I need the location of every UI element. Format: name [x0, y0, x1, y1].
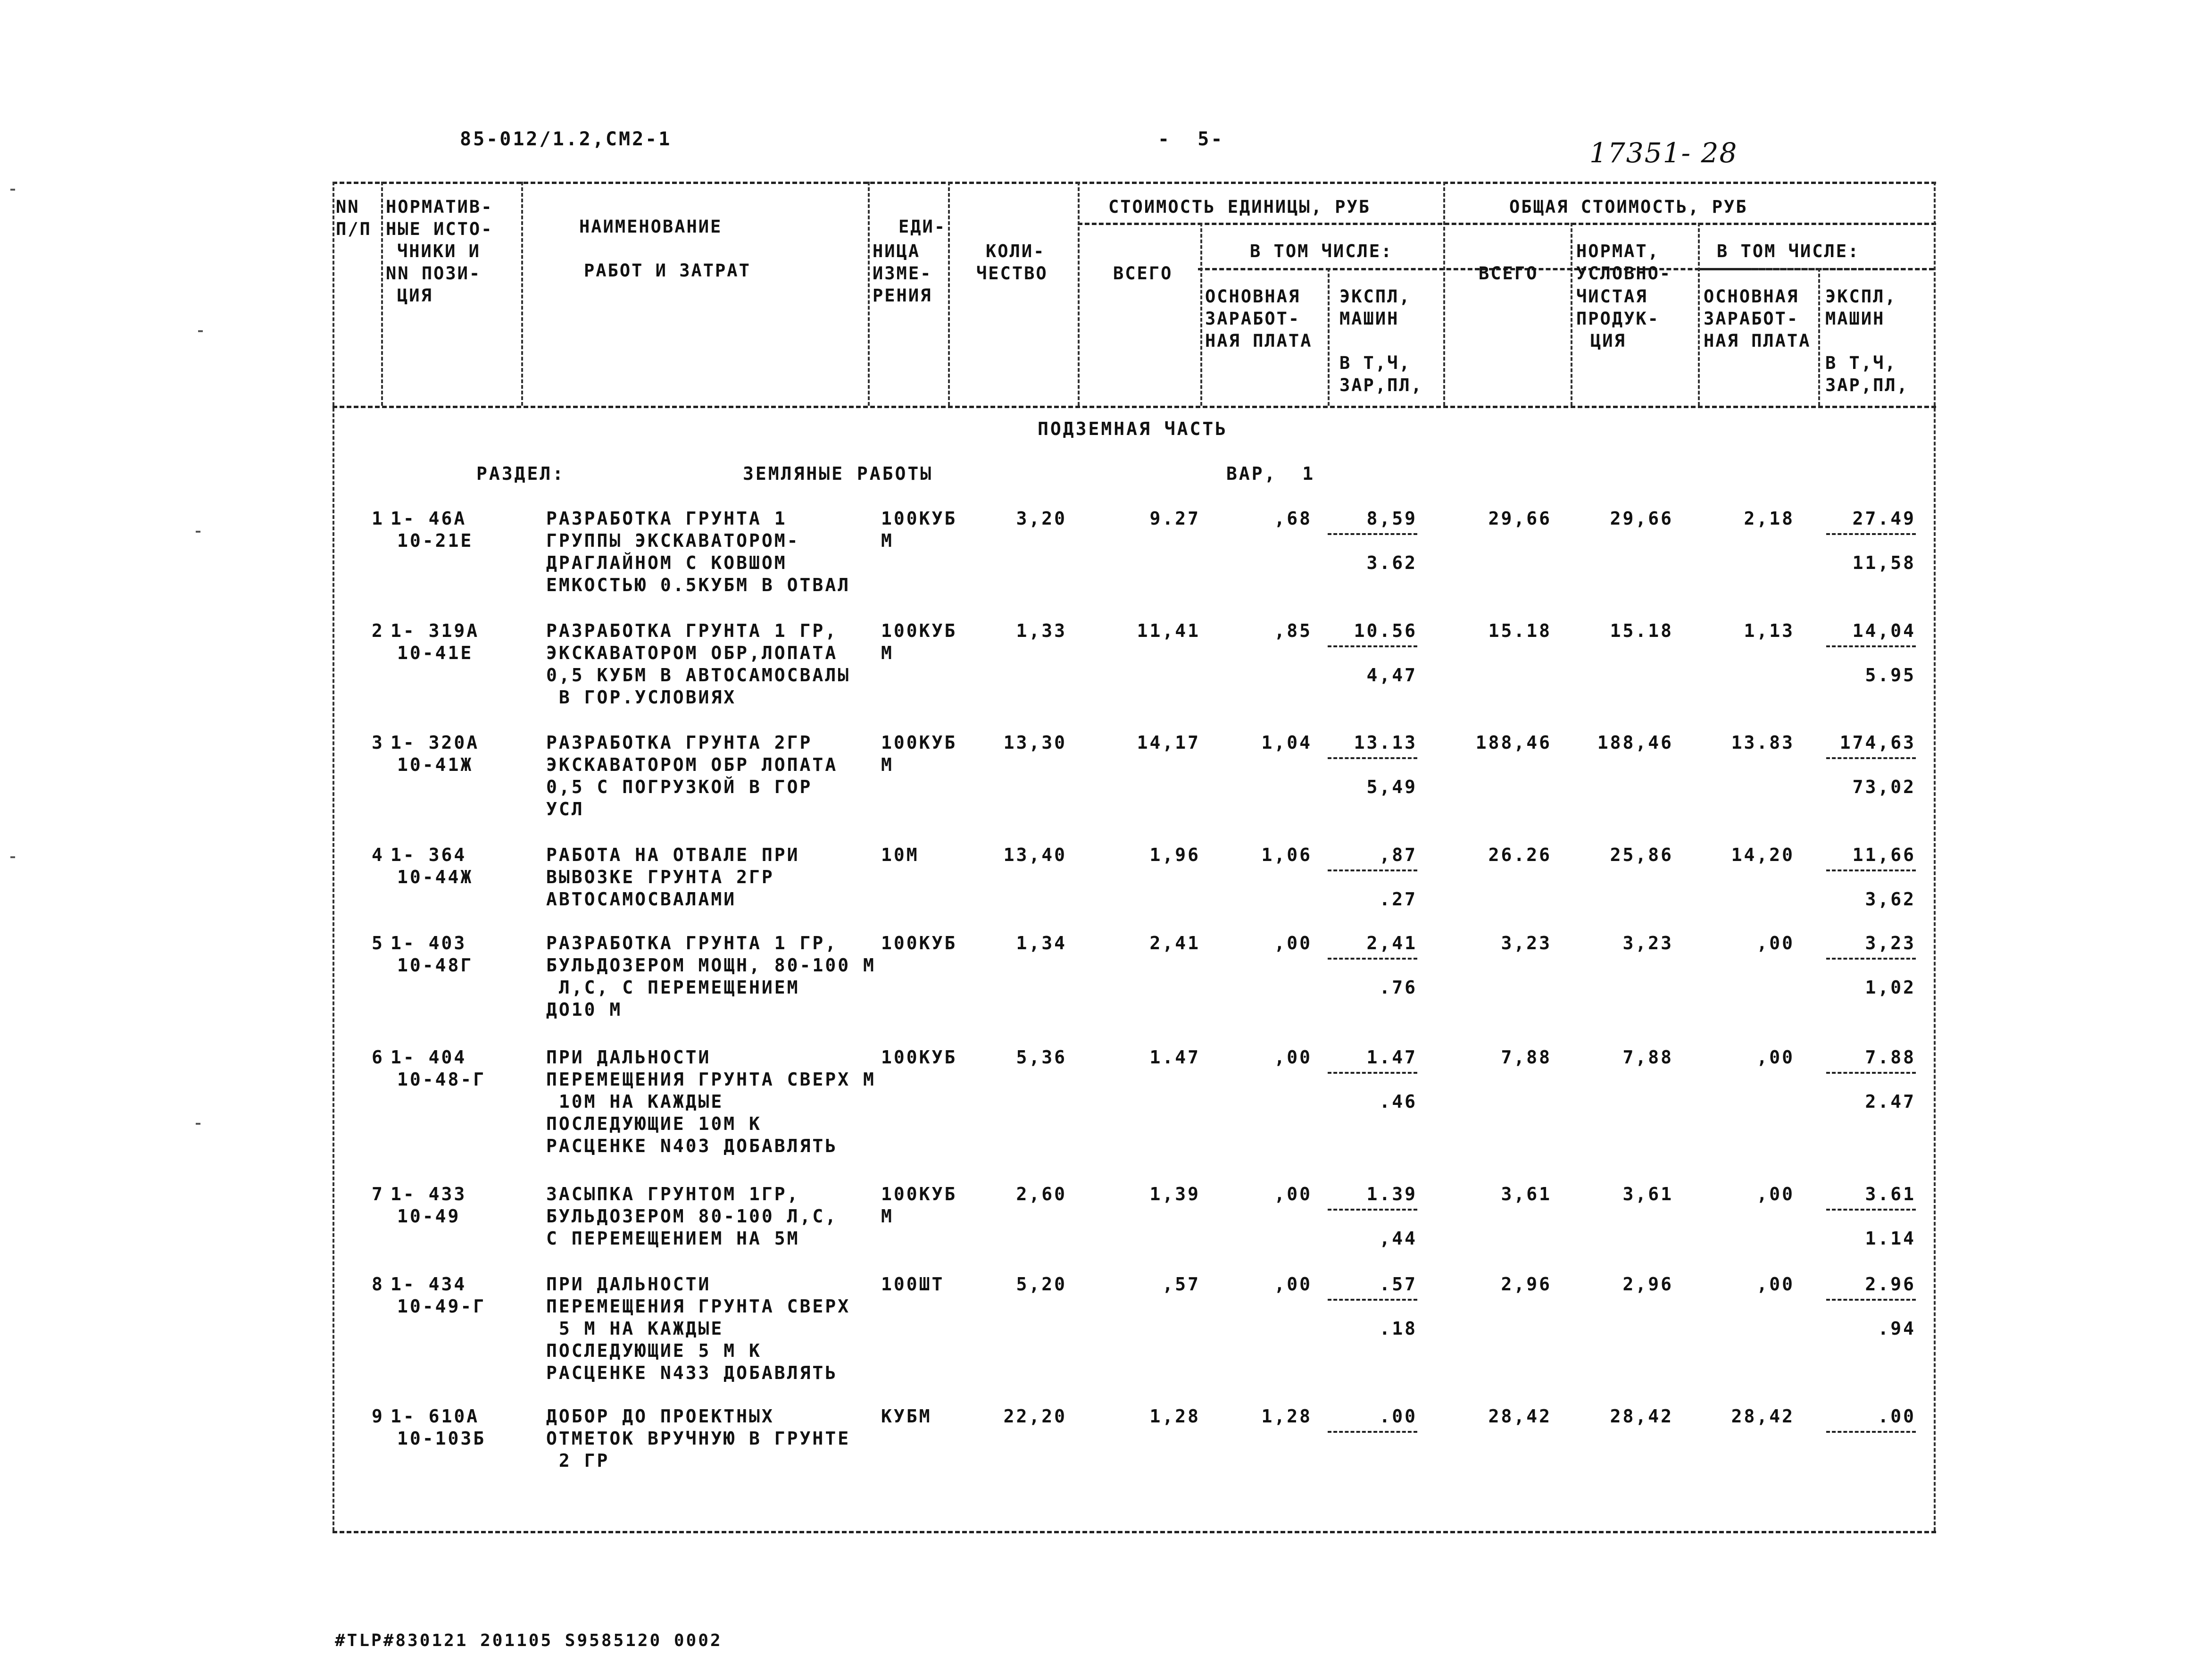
dash-separator	[1328, 1209, 1417, 1211]
row-norm-code-2: 10-49	[397, 1206, 461, 1227]
col-divider	[1200, 223, 1202, 406]
row-unit-wage: 1,28	[1261, 1406, 1312, 1427]
header-norm-5: ЦИЯ	[397, 285, 433, 306]
row-unit-machine: 1.47	[1366, 1047, 1417, 1068]
row-total-wage: 28,42	[1731, 1406, 1795, 1427]
row-quantity: 3,20	[1016, 508, 1067, 529]
header-normat-5: ЦИЯ	[1590, 331, 1626, 351]
dash-separator	[1328, 958, 1417, 960]
row-total-normat: 188,46	[1597, 732, 1673, 753]
row-total-cost: 7,88	[1501, 1047, 1552, 1068]
row-unit: 100КУБ	[881, 620, 957, 641]
row-total-wage: ,00	[1756, 1274, 1795, 1295]
header-norm-1: НОРМАТИВ-	[386, 197, 493, 217]
row-total-machine: 2.96	[1865, 1274, 1916, 1295]
row-name-line: ЕМКОСТЬЮ 0.5КУБМ В ОТВАЛ	[546, 575, 851, 595]
header-total-vsego: ВСЕГО	[1479, 263, 1538, 284]
row-total-machine: 174,63	[1839, 732, 1916, 753]
row-norm-code-2: 10-48-Г	[397, 1069, 486, 1090]
row-norm-code: 1- 403	[391, 933, 467, 953]
row-unit-machine-wage: 4,47	[1366, 665, 1417, 685]
row-name-line: ПОСЛЕДУЮЩИЕ 10М К	[546, 1113, 762, 1134]
row-unit-machine: 10.56	[1354, 620, 1417, 641]
row-unit-wage: ,00	[1274, 933, 1312, 953]
row-number: 8	[372, 1274, 384, 1295]
row-name-line: 10М НА КАЖДЫЕ	[546, 1091, 724, 1112]
row-unit: 100КУБ	[881, 508, 957, 529]
header-total-cost: ОБЩАЯ СТОИМОСТЬ, РУБ	[1509, 197, 1748, 217]
dash-separator	[1328, 645, 1417, 647]
scan-speck	[196, 531, 200, 533]
razdel-name: ЗЕМЛЯНЫЕ РАБОТЫ	[743, 463, 933, 484]
row-quantity: 22,20	[1003, 1406, 1067, 1427]
row-name-line: РАСЦЕНКЕ N433 ДОБАВЛЯТЬ	[546, 1362, 838, 1383]
row-name-line: АВТОСАМОСВАЛАМИ	[546, 889, 737, 910]
row-unit-cost-total: 11,41	[1137, 620, 1200, 641]
row-name-line: УСЛ	[546, 799, 584, 819]
row-total-normat: 15.18	[1610, 620, 1673, 641]
table-left-border	[333, 182, 334, 1531]
scan-speck	[10, 856, 15, 858]
row-total-normat: 25,86	[1610, 844, 1673, 865]
dash-separator	[1328, 757, 1417, 759]
dash-separator	[1328, 533, 1417, 535]
row-unit-machine-wage: .76	[1379, 977, 1417, 998]
header-unit-2: НИЦА	[873, 241, 921, 261]
row-name-line: РАЗРАБОТКА ГРУНТА 1 ГР,	[546, 620, 838, 641]
row-name-line: ПЕРЕМЕЩЕНИЯ ГРУНТА СВЕРХ М	[546, 1069, 876, 1090]
row-name-line: ПРИ ДАЛЬНОСТИ	[546, 1274, 711, 1295]
row-unit-2: М	[881, 754, 894, 775]
header-qty-1: КОЛИ-	[986, 241, 1046, 261]
row-total-machine: 14,04	[1852, 620, 1916, 641]
row-unit: 100КУБ	[881, 1047, 957, 1068]
dash-separator	[1328, 1431, 1417, 1433]
row-total-machine-wage: 1.14	[1865, 1228, 1916, 1249]
col-divider	[1328, 268, 1330, 406]
header-total-v-tom: В ТОМ ЧИСЛЕ:	[1717, 241, 1860, 261]
row-total-cost: 3,61	[1501, 1184, 1552, 1204]
header-bottom-border	[333, 406, 1936, 408]
header-normat-3: ЧИСТАЯ	[1576, 286, 1648, 307]
row-unit: 10М	[881, 844, 919, 865]
row-unit: 100КУБ	[881, 732, 957, 753]
row-name-line: 5 М НА КАЖДЫЕ	[546, 1318, 724, 1339]
row-unit-cost-total: 14,17	[1137, 732, 1200, 753]
row-total-machine-wage: 73,02	[1852, 777, 1916, 797]
row-unit-machine-wage: 5,49	[1366, 777, 1417, 797]
row-total-machine: 11,66	[1852, 844, 1916, 865]
scan-speck	[196, 1123, 200, 1125]
row-norm-code: 1- 404	[391, 1047, 467, 1068]
header-total-vtch-2: ЗАР,ПЛ,	[1825, 375, 1909, 395]
row-name-line: 0,5 С ПОГРУЗКОЙ В ГОР	[546, 777, 813, 797]
row-norm-code: 1- 610А	[391, 1406, 480, 1427]
row-unit-machine-wage: .18	[1379, 1318, 1417, 1339]
row-name-line: РАЗРАБОТКА ГРУНТА 1 ГР,	[546, 933, 838, 953]
row-unit-machine-wage: 3.62	[1366, 552, 1417, 573]
row-name-line: ДО10 М	[546, 999, 623, 1020]
row-total-wage: ,00	[1756, 1184, 1795, 1204]
row-unit-machine: 1.39	[1366, 1184, 1417, 1204]
header-normat-1: НОРМАТ,	[1576, 241, 1660, 261]
row-total-machine: 3,23	[1865, 933, 1916, 953]
row-unit-machine-wage: ,44	[1379, 1228, 1417, 1249]
row-name-line: Л,С, С ПЕРЕМЕЩЕНИЕМ	[546, 977, 800, 998]
row-unit-2: М	[881, 530, 894, 551]
row-norm-code: 1- 319А	[391, 620, 480, 641]
row-name-line: РАЗРАБОТКА ГРУНТА 2ГР	[546, 732, 813, 753]
table-right-border	[1934, 182, 1936, 1531]
cost-group-border	[1078, 223, 1936, 225]
row-norm-code-2: 10-49-Г	[397, 1296, 486, 1317]
row-quantity: 13,40	[1003, 844, 1067, 865]
row-total-cost: 3,23	[1501, 933, 1552, 953]
row-name-line: 0,5 КУБМ В АВТОСАМОСВАЛЫ	[546, 665, 851, 685]
row-number: 2	[372, 620, 384, 641]
dash-separator	[1826, 645, 1916, 647]
row-name-line: ЭКСКАВАТОРОМ ОБР ЛОПАТА	[546, 754, 838, 775]
row-total-machine-wage: 3,62	[1865, 889, 1916, 910]
footer-code: #TLP#830121 201105 S9585120 0002	[335, 1631, 723, 1650]
row-norm-code-2: 10-21Е	[397, 530, 474, 551]
row-total-machine: 27.49	[1852, 508, 1916, 529]
row-total-cost: 29,66	[1488, 508, 1552, 529]
header-total-mach-1: ЭКСПЛ,	[1825, 286, 1897, 307]
col-divider	[1443, 182, 1445, 406]
header-pp: П/П	[336, 219, 372, 239]
header-unit-wage-1: ОСНОВНАЯ	[1205, 286, 1301, 307]
row-total-machine-wage: 5.95	[1865, 665, 1916, 685]
header-total-wage-2: ЗАРАБОТ-	[1704, 309, 1799, 329]
header-norm-4: NN ПОЗИ-	[386, 263, 482, 284]
row-number: 1	[372, 508, 384, 529]
row-total-normat: 7,88	[1622, 1047, 1673, 1068]
header-total-vtch-1: В Т,Ч,	[1825, 353, 1897, 373]
header-norm-3: ЧНИКИ И	[397, 241, 481, 261]
row-total-cost: 2,96	[1501, 1274, 1552, 1295]
header-unit-wage-2: ЗАРАБОТ-	[1205, 309, 1301, 329]
row-quantity: 13,30	[1003, 732, 1067, 753]
header-unit-vtch-2: ЗАР,ПЛ,	[1339, 375, 1423, 395]
row-unit-wage: ,85	[1274, 620, 1312, 641]
row-norm-code: 1- 364	[391, 844, 467, 865]
row-unit-cost-total: 9.27	[1149, 508, 1200, 529]
row-norm-code-2: 10-41Ж	[397, 754, 474, 775]
col-divider	[521, 182, 523, 406]
row-name-line: БУЛЬДОЗЕРОМ 80-100 Л,С,	[546, 1206, 838, 1227]
row-number: 6	[372, 1047, 384, 1068]
row-number: 7	[372, 1184, 384, 1204]
row-total-cost: 28,42	[1488, 1406, 1552, 1427]
row-norm-code: 1- 434	[391, 1274, 467, 1295]
row-name-line: 2 ГР	[546, 1450, 610, 1471]
header-unit-wage-3: НАЯ ПЛАТА	[1205, 331, 1313, 351]
dash-separator	[1826, 1299, 1916, 1301]
scan-speck	[198, 330, 203, 332]
row-total-normat: 2,96	[1622, 1274, 1673, 1295]
row-quantity: 5,20	[1016, 1274, 1067, 1295]
row-total-wage: 13.83	[1731, 732, 1795, 753]
row-total-machine: 7.88	[1865, 1047, 1916, 1068]
row-unit-machine-wage: .27	[1379, 889, 1417, 910]
row-unit-machine: ,87	[1379, 844, 1417, 865]
header-total-wage-1: ОСНОВНАЯ	[1704, 286, 1799, 307]
header-norm-2: НЫЕ ИСТО-	[386, 219, 493, 239]
row-name-line: ВЫВОЗКЕ ГРУНТА 2ГР	[546, 867, 774, 887]
row-unit-machine: .57	[1379, 1274, 1417, 1295]
row-number: 3	[372, 732, 384, 753]
header-unit-vtch-1: В Т,Ч,	[1339, 353, 1411, 373]
row-name-line: ПРИ ДАЛЬНОСТИ	[546, 1047, 711, 1068]
header-unit-3: ИЗМЕ-	[873, 263, 932, 284]
row-quantity: 1,34	[1016, 933, 1067, 953]
row-unit-wage: 1,04	[1261, 732, 1312, 753]
header-unit-mach-1: ЭКСПЛ,	[1339, 286, 1411, 307]
row-norm-code-2: 10-44Ж	[397, 867, 474, 887]
header-unit-v-tom: В ТОМ ЧИСЛЕ:	[1250, 241, 1393, 261]
row-norm-code-2: 10-48Г	[397, 955, 474, 976]
header-unit-vsego: ВСЕГО	[1113, 263, 1173, 284]
col-divider	[1078, 182, 1080, 406]
dash-separator	[1328, 1299, 1417, 1301]
col-divider	[381, 182, 383, 406]
row-unit: 100КУБ	[881, 933, 957, 953]
row-unit-machine: 2,41	[1366, 933, 1417, 953]
row-norm-code: 1- 46А	[391, 508, 467, 529]
row-total-machine-wage: .94	[1878, 1318, 1916, 1339]
dash-separator	[1826, 869, 1916, 871]
dash-separator	[1328, 869, 1417, 871]
dash-separator	[1328, 1072, 1417, 1074]
row-total-machine-wage: 1,02	[1865, 977, 1916, 998]
row-name-line: ПЕРЕМЕЩЕНИЯ ГРУНТА СВЕРХ	[546, 1296, 851, 1317]
col-divider	[1571, 223, 1572, 406]
section-title: ПОДЗЕМНАЯ ЧАСТЬ	[1038, 418, 1228, 439]
row-total-machine: .00	[1878, 1406, 1916, 1427]
handwritten-number: 17351- 28	[1589, 137, 1738, 169]
row-norm-code-2: 10-103Б	[397, 1428, 486, 1449]
row-name-line: В ГОР.УСЛОВИЯХ	[546, 687, 737, 708]
header-nn: NN	[336, 197, 360, 217]
variant: ВАР, 1	[1226, 463, 1315, 484]
row-total-machine-wage: 11,58	[1852, 552, 1916, 573]
row-name-line: ДРАГЛАЙНОМ С КОВШОМ	[546, 552, 787, 573]
row-total-wage: ,00	[1756, 1047, 1795, 1068]
header-unit-4: РЕНИЯ	[873, 285, 932, 306]
row-unit-cost-total: 1.47	[1149, 1047, 1200, 1068]
row-name-line: ДОБОР ДО ПРОЕКТНЫХ	[546, 1406, 774, 1427]
dash-separator	[1826, 533, 1916, 535]
row-quantity: 1,33	[1016, 620, 1067, 641]
row-total-normat: 29,66	[1610, 508, 1673, 529]
row-total-wage: 2,18	[1744, 508, 1795, 529]
row-total-machine-wage: 2.47	[1865, 1091, 1916, 1112]
table-bottom-border	[333, 1531, 1936, 1533]
row-total-cost: 15.18	[1488, 620, 1552, 641]
row-unit-2: М	[881, 1206, 894, 1227]
row-unit-wage: ,00	[1274, 1184, 1312, 1204]
row-unit: 100ШТ	[881, 1274, 945, 1295]
document-code: 85-012/1.2,СМ2-1	[460, 128, 672, 150]
dash-separator	[1826, 1209, 1916, 1211]
row-name-line: БУЛЬДОЗЕРОМ МОЩН, 80-100 М	[546, 955, 876, 976]
row-unit-cost-total: 2,41	[1149, 933, 1200, 953]
row-name-line: ЗАСЫПКА ГРУНТОМ 1ГР,	[546, 1184, 800, 1204]
row-name-line: ПОСЛЕДУЮЩИЕ 5 М К	[546, 1340, 762, 1361]
header-unit-cost: СТОИМОСТЬ ЕДИНИЦЫ, РУБ	[1108, 197, 1371, 217]
scan-speck	[10, 189, 15, 191]
header-total-mach-2: МАШИН	[1825, 309, 1885, 329]
row-unit: КУБМ	[881, 1406, 932, 1427]
row-unit-cost-total: 1,96	[1149, 844, 1200, 865]
cost-sub-border-2	[1698, 268, 1934, 270]
row-total-cost: 188,46	[1475, 732, 1552, 753]
razdel-label: РАЗДЕЛ:	[476, 463, 565, 484]
row-unit-machine: .00	[1379, 1406, 1417, 1427]
row-number: 4	[372, 844, 384, 865]
row-name-line: ГРУППЫ ЭКСКАВАТОРОМ-	[546, 530, 800, 551]
header-unit-1: ЕДИ-	[898, 217, 947, 237]
col-divider	[868, 182, 870, 406]
row-total-wage: ,00	[1756, 933, 1795, 953]
header-name-1: НАИМЕНОВАНИЕ	[579, 217, 723, 237]
row-unit-wage: ,68	[1274, 508, 1312, 529]
row-total-wage: 1,13	[1744, 620, 1795, 641]
row-unit-wage: ,00	[1274, 1274, 1312, 1295]
row-unit-machine: 8,59	[1366, 508, 1417, 529]
dash-separator	[1826, 757, 1916, 759]
row-name-line: РАБОТА НА ОТВАЛЕ ПРИ	[546, 844, 800, 865]
header-normat-2: УСЛОВНО-	[1576, 263, 1672, 284]
header-total-wage-3: НАЯ ПЛАТА	[1704, 331, 1811, 351]
row-total-normat: 28,42	[1610, 1406, 1673, 1427]
row-norm-code: 1- 433	[391, 1184, 467, 1204]
header-name-2: РАБОТ И ЗАТРАТ	[584, 260, 751, 281]
row-number: 9	[372, 1406, 384, 1427]
row-unit-machine-wage: .46	[1379, 1091, 1417, 1112]
row-unit-cost-total: 1,28	[1149, 1406, 1200, 1427]
row-unit: 100КУБ	[881, 1184, 957, 1204]
row-unit-cost-total: ,57	[1162, 1274, 1200, 1295]
row-unit-cost-total: 1,39	[1149, 1184, 1200, 1204]
row-total-wage: 14,20	[1731, 844, 1795, 865]
dash-separator	[1826, 1431, 1916, 1433]
row-unit-2: М	[881, 643, 894, 663]
col-divider	[948, 182, 950, 406]
header-qty-2: ЧЕСТВО	[976, 263, 1048, 284]
row-unit-wage: ,00	[1274, 1047, 1312, 1068]
row-total-normat: 3,23	[1622, 933, 1673, 953]
row-total-machine: 3.61	[1865, 1184, 1916, 1204]
row-name-line: РАЗРАБОТКА ГРУНТА 1	[546, 508, 787, 529]
row-quantity: 5,36	[1016, 1047, 1067, 1068]
row-number: 5	[372, 933, 384, 953]
table-top-border	[333, 182, 1936, 184]
dash-separator	[1826, 1072, 1916, 1074]
row-unit-wage: 1,06	[1261, 844, 1312, 865]
col-divider	[1698, 223, 1700, 406]
row-name-line: ЭКСКАВАТОРОМ ОБР,ЛОПАТА	[546, 643, 838, 663]
row-total-cost: 26.26	[1488, 844, 1552, 865]
row-total-normat: 3,61	[1622, 1184, 1673, 1204]
row-quantity: 2,60	[1016, 1184, 1067, 1204]
row-unit-machine: 13.13	[1354, 732, 1417, 753]
row-name-line: ОТМЕТОК ВРУЧНУЮ В ГРУНТЕ	[546, 1428, 851, 1449]
row-norm-code-2: 10-41Е	[397, 643, 474, 663]
row-name-line: РАСЦЕНКЕ N403 ДОБАВЛЯТЬ	[546, 1136, 838, 1156]
header-unit-mach-2: МАШИН	[1339, 309, 1399, 329]
col-divider	[1818, 268, 1820, 406]
row-norm-code: 1- 320А	[391, 732, 480, 753]
page-number: - 5-	[1158, 128, 1224, 150]
row-name-line: С ПЕРЕМЕЩЕНИЕМ НА 5М	[546, 1228, 800, 1249]
header-normat-4: ПРОДУК-	[1576, 309, 1660, 329]
dash-separator	[1826, 958, 1916, 960]
